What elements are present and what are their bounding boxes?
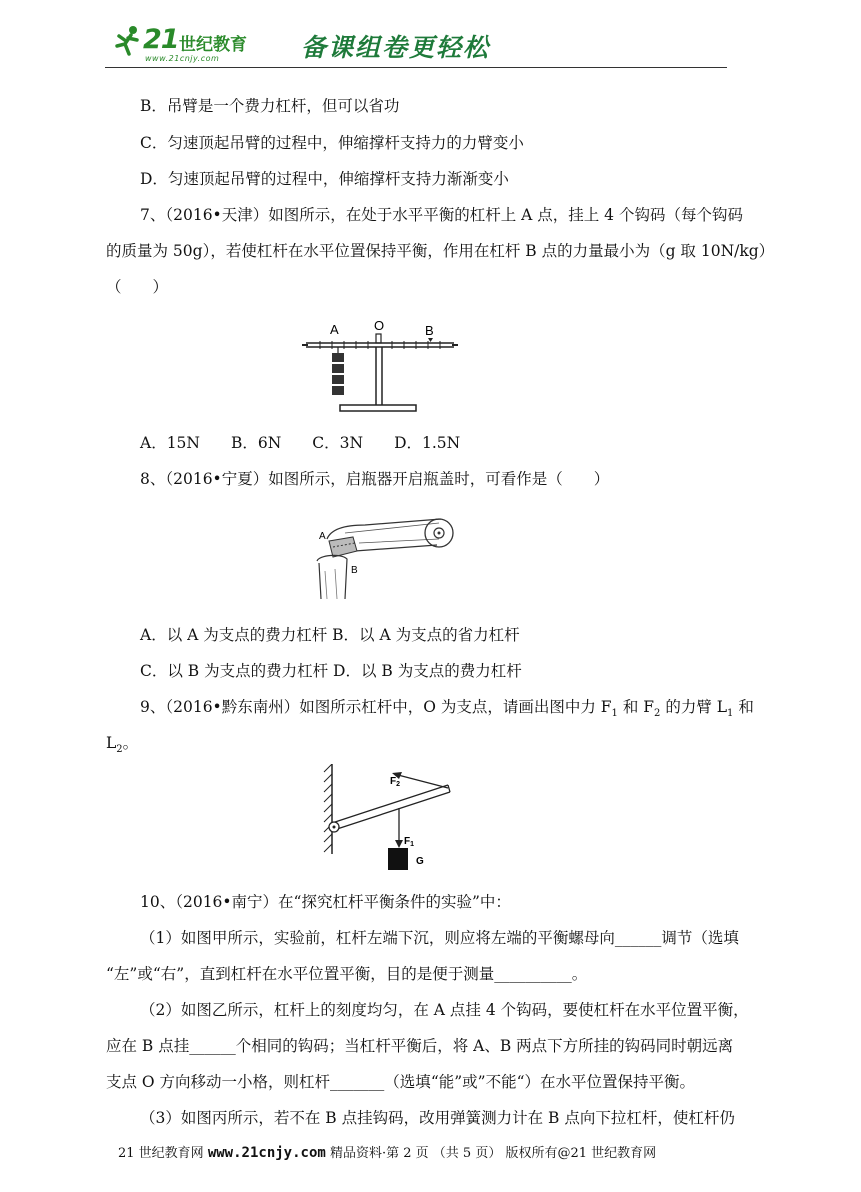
q10-title: 10、（2016•南宁）在“探究杠杆平衡条件的实验”中： [140, 893, 511, 911]
footer-url[interactable]: www.21cnjy.com [207, 1145, 326, 1161]
q10-part2-line2: 应在 B 点挂______个相同的钩码；当杠杆平衡后，将 A、B 两点下方所挂的钩码同时朝远离 [106, 1037, 734, 1055]
label-o: O [374, 318, 385, 333]
q10-part3-line1: （3）如图丙所示，若不在 B 点挂钩码，改用弹簧测力计在 B 点向下拉杠杆，使杠杆仍 [140, 1109, 735, 1127]
q6-option-d: D．匀速顶起吊臂的过程中，伸缩撑杆支持力渐渐变小 [140, 170, 509, 188]
runner-logo-icon [111, 24, 145, 58]
label-a: A [319, 531, 326, 542]
q6-option-b: B．吊臂是一个费力杠杆，但可以省功 [140, 97, 400, 115]
q7-line-1: 7、（2016•天津）如图所示，在处于水平平衡的杠杆上 A 点，挂上 4 个钩码（每个钩码 [140, 206, 743, 224]
q8-line-1: 8、（2016•宁夏）如图所示，启瓶器开启瓶盖时，可看作是（ ） [140, 470, 610, 488]
label-f2: $F_2$ [390, 776, 401, 788]
q10-part1-line2: “左”或“右”，直到杠杆在水平位置平衡，目的是便于测量__________。 [106, 965, 588, 983]
logo-number: 21 [143, 24, 179, 55]
slogan: 备课组卷更轻松 [301, 33, 491, 62]
logo-url: www.21cnjy.com [145, 54, 220, 63]
lever-force-figure [312, 764, 462, 876]
lever-balance-figure [300, 316, 460, 416]
header-divider [105, 67, 727, 68]
page-footer [118, 1142, 656, 1161]
label-b: B [425, 323, 434, 338]
page-header [105, 22, 727, 72]
logo-text: 世纪教育 [179, 35, 247, 55]
q8-options-ab: A．以 A 为支点的费力杠杆 B．以 A 为支点的省力杠杆 [140, 626, 520, 644]
q8-options-cd: C．以 B 为支点的费力杠杆 D．以 B 为支点的费力杠杆 [140, 662, 522, 680]
footer-site: 21 世纪教育网 [118, 1146, 204, 1161]
bottle-opener-figure [305, 511, 465, 603]
q7-options: A．15N B．6N C．3N D．1.5N [140, 434, 461, 452]
q9-line-2: $L_2$。 [106, 734, 139, 756]
q6-option-c: C．匀速顶起吊臂的过程中，伸缩撑杆支持力的力臂变小 [140, 134, 524, 152]
q10-part2-line1: （2）如图乙所示，杠杆上的刻度均匀，在 A 点挂 4 个钩码，要使杠杆在水平位置平衡， [140, 1001, 749, 1019]
q9-line-1: 9、（2016•黔东南州）如图所示杠杆中，O 为支点，请画出图中力 $F_1$ 和 $F_2$ 的力臂 $L_1$ 和 [140, 698, 754, 720]
q7-line-2: 的质量为 50g），若使杠杆在水平位置保持平衡，作用在杠杆 B 点的力量最小为（g 取 10N/kg） [106, 242, 775, 260]
label-a: A [330, 322, 339, 337]
label-b: B [351, 565, 358, 576]
q10-part1-line1: （1）如图甲所示，实验前，杠杆左端下沉，则应将左端的平衡螺母向______调节（选填 [140, 929, 739, 947]
q10-part2-line3: 支点 O 方向移动一小格，则杠杆_______（选填“能”或”不能“）在水平位置保持平衡。 [106, 1073, 696, 1091]
label-f1: $F_1$ [404, 836, 415, 848]
label-g: G [416, 856, 424, 867]
q7-line-3: （ ） [106, 278, 169, 296]
footer-info: 精品资料·第 2 页 （共 5 页） 版权所有@21 世纪教育网 [329, 1146, 657, 1161]
